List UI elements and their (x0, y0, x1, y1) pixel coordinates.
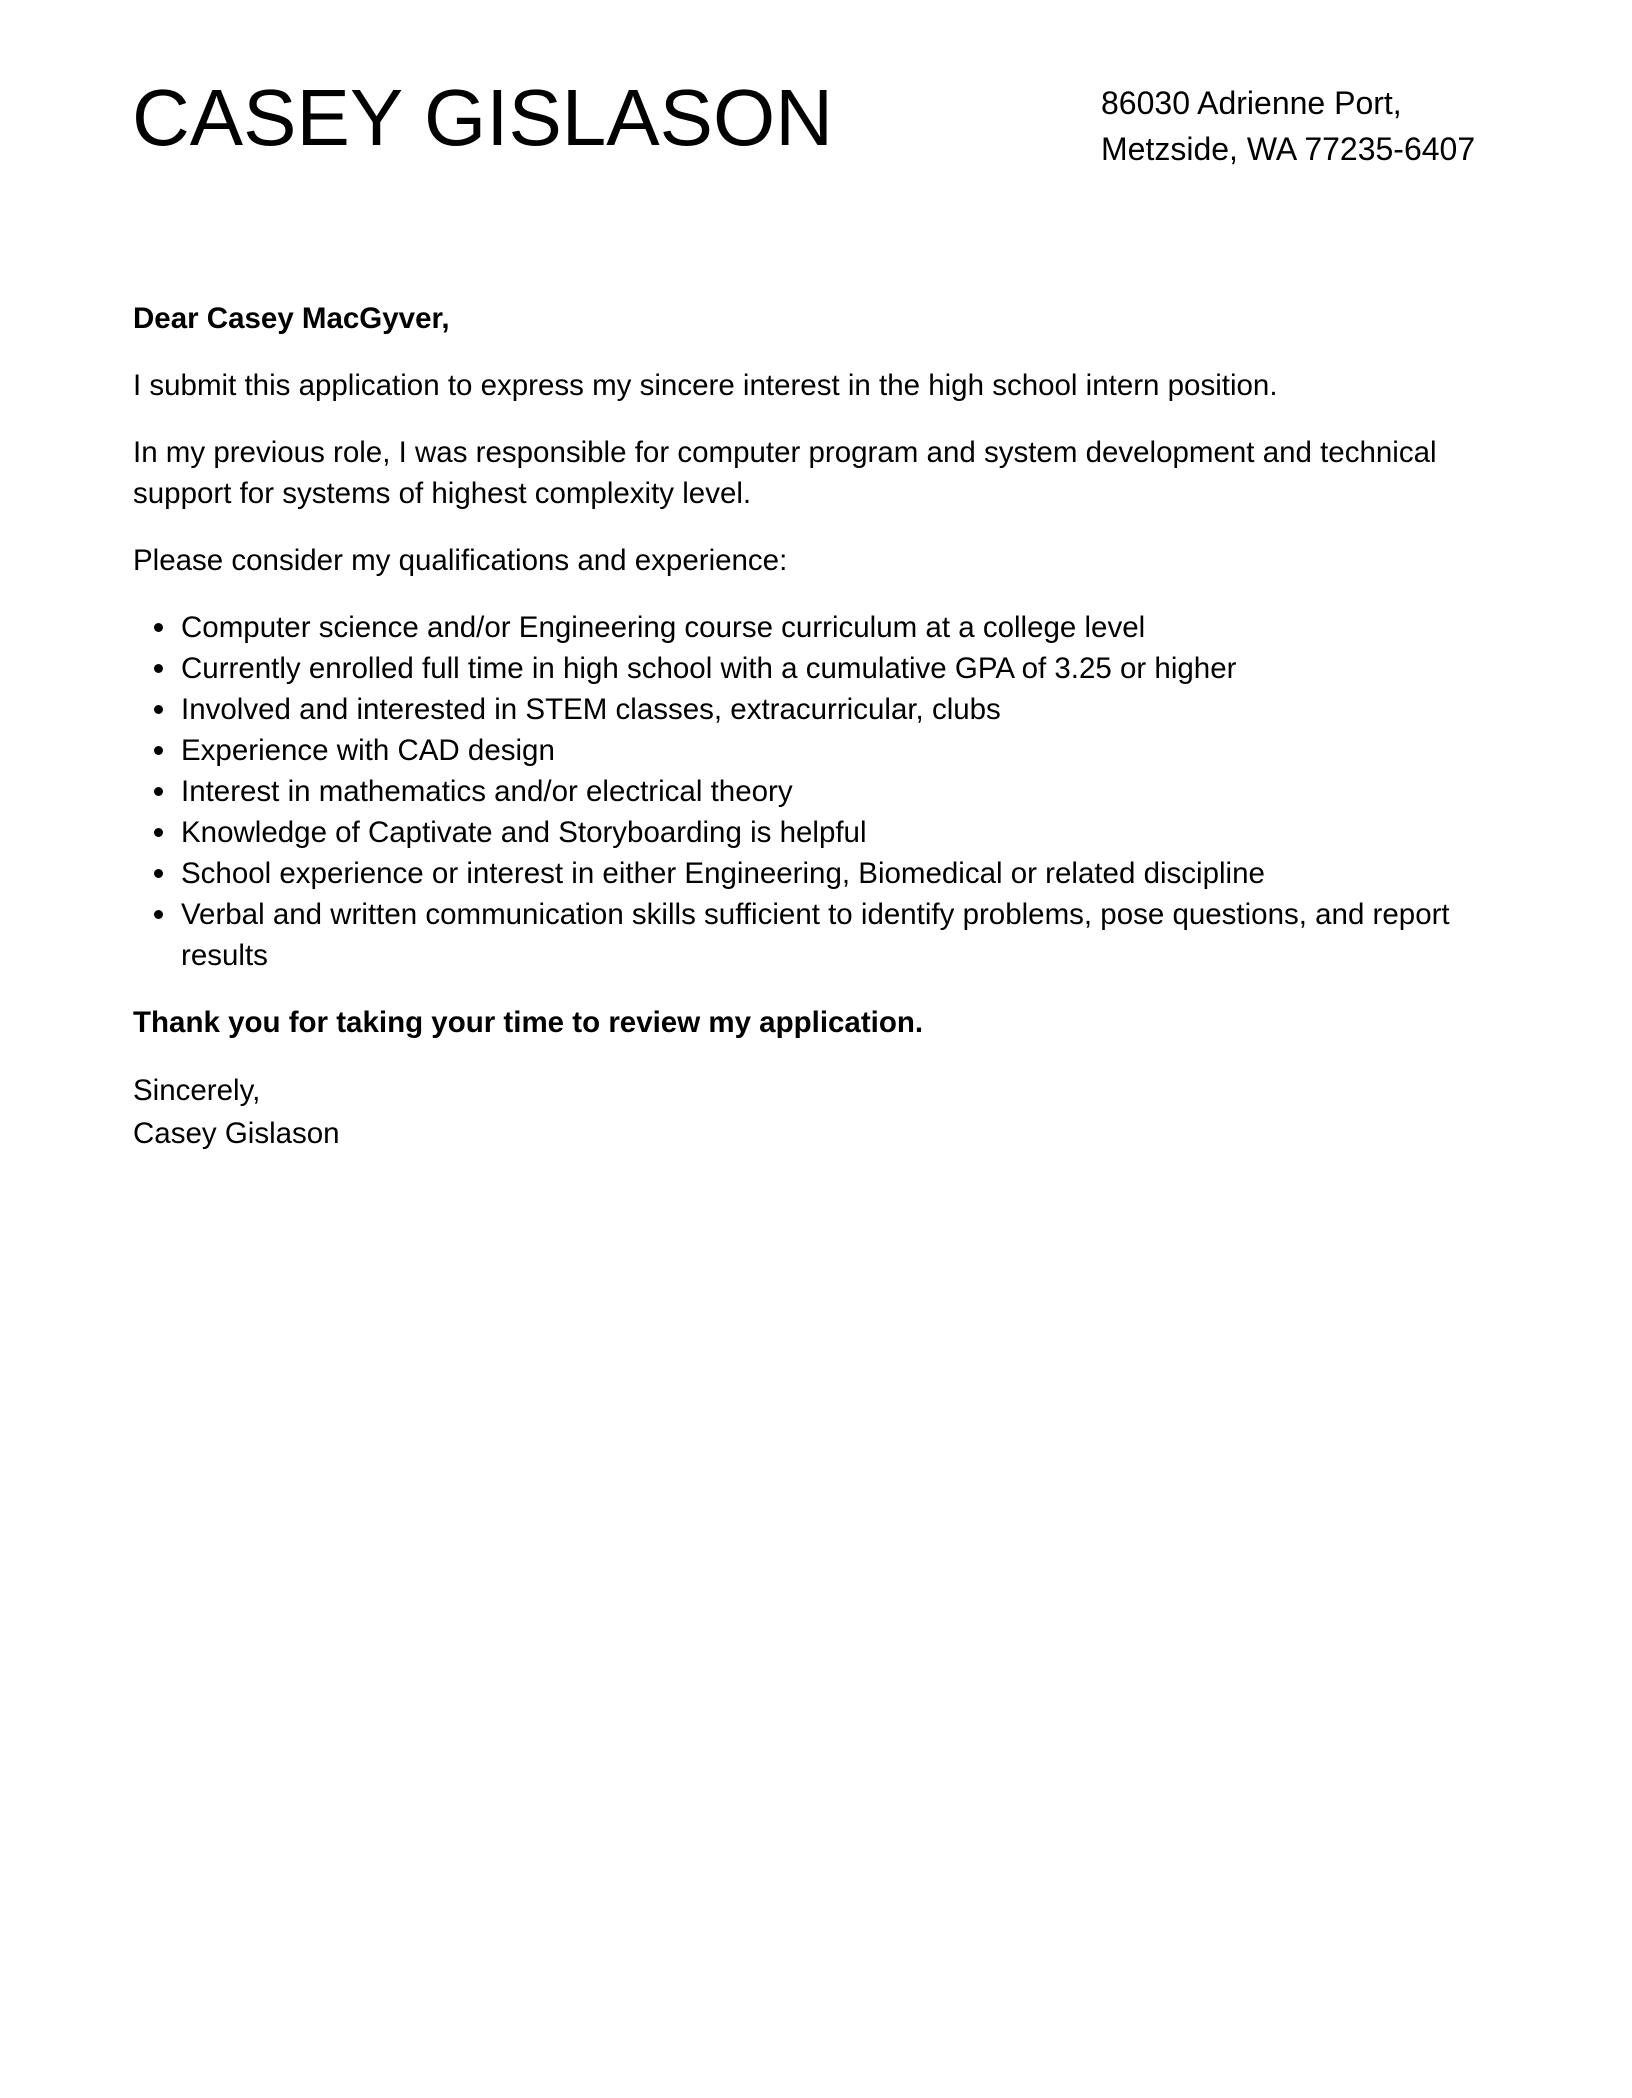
thanks-paragraph: Thank you for taking your time to review my application. (133, 1006, 924, 1039)
list-item-text: Involved and interested in STEM classes, extracurricular, clubs (181, 693, 1001, 726)
list-item-text: Interest in mathematics and/or electrical theory (181, 775, 793, 808)
signature-name: Casey Gislason (133, 1117, 340, 1150)
bullet-icon (154, 664, 163, 673)
signoff: Sincerely, (133, 1074, 261, 1107)
list-item (181, 771, 1513, 812)
list-item (181, 689, 1513, 730)
bullet-icon (154, 746, 163, 755)
bullet-icon (154, 623, 163, 632)
closing (133, 1069, 1513, 1155)
letter-body (133, 298, 1513, 1155)
list-item (181, 648, 1513, 689)
address-line-2: Metzside, WA 77235-6407 (1101, 131, 1476, 167)
list-item-text: Verbal and written communication skills sufficient to identify problems, pose questions, and report results (181, 898, 1450, 972)
list-item-text: Computer science and/or Engineering course curriculum at a college level (181, 611, 1146, 644)
qualifications-list (133, 607, 1513, 976)
greeting: Dear Casey MacGyver, (133, 302, 450, 335)
bullet-icon (154, 869, 163, 878)
list-item-text: Currently enrolled full time in high school with a cumulative GPA of 3.25 or higher (181, 652, 1237, 685)
bullet-icon (154, 787, 163, 796)
sender-address (1101, 80, 1521, 172)
sender-name: CASEY GISLASON (132, 73, 834, 162)
list-item (181, 607, 1513, 648)
bullet-icon (154, 705, 163, 714)
list-item-text: Knowledge of Captivate and Storyboarding is helpful (181, 816, 867, 849)
qualifications-lead: Please consider my qualifications and experience: (133, 544, 788, 577)
list-item (181, 853, 1513, 894)
list-item (181, 894, 1513, 976)
list-item-text: School experience or interest in either Engineering, Biomedical or related discipline (181, 857, 1265, 890)
list-item-text: Experience with CAD design (181, 734, 555, 767)
previous-role-paragraph: In my previous role, I was responsible for computer program and system development and technical support for systems of highest complexity level. (133, 436, 1437, 510)
bullet-icon (154, 828, 163, 837)
intro-paragraph: I submit this application to express my sincere interest in the high school intern position. (133, 369, 1278, 402)
list-item (181, 812, 1513, 853)
bullet-icon (154, 910, 163, 919)
list-item (181, 730, 1513, 771)
address-line-1: 86030 Adrienne Port, (1101, 85, 1402, 121)
